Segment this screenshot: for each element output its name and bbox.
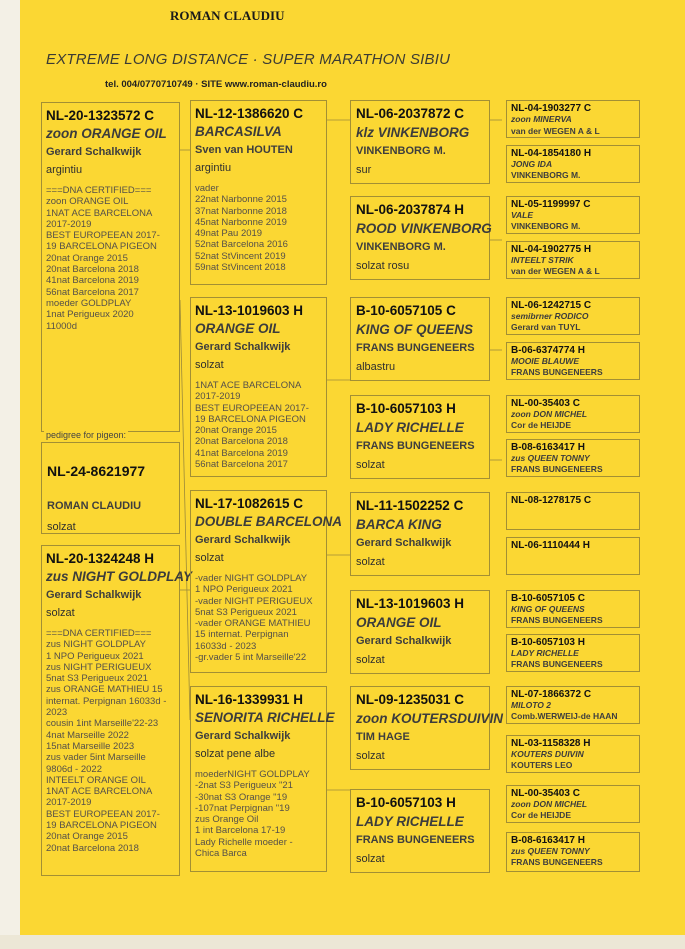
ggp-breeder: FRANS BUNGENEERS	[356, 440, 475, 452]
ggp-ring: B-10-6057103 H	[356, 795, 456, 810]
ggp-ring: NL-11-1502252 C	[356, 498, 464, 513]
ggp-breeder: TIM HAGE	[356, 731, 410, 743]
grandparent-box	[190, 686, 335, 872]
note-line: -gr.vader 5 int Marseille'22	[195, 652, 307, 664]
g4-name: VALE	[511, 210, 534, 220]
ggp-breeder: FRANS BUNGENEERS	[356, 342, 475, 354]
subject-owner: ROMAN CLAUDIU	[47, 500, 142, 512]
note-line: 19 BARCELONA PIGEON	[46, 241, 157, 253]
g4-name: LADY RICHELLE	[511, 648, 579, 658]
gp-breeder: Gerard Schalkwijk	[195, 341, 291, 353]
gp-ring: NL-17-1082615 C	[195, 496, 304, 511]
note-line: 4nat Marseille 2022	[46, 729, 129, 741]
grandparent-box	[190, 490, 342, 673]
g4-name: zus QUEEN TONNY	[511, 846, 590, 856]
g4-ring: B-10-6057103 H	[511, 637, 585, 648]
g4-breeder: FRANS BUNGENEERS	[511, 367, 603, 377]
note-line: internat. Perpignan 16033d -	[46, 695, 167, 707]
gen4-box	[506, 395, 640, 433]
note-line: -107nat Perpignan "19	[195, 802, 290, 814]
g4-ring: NL-00-35403 C	[511, 398, 580, 409]
g4-breeder: FRANS BUNGENEERS	[511, 857, 603, 867]
gp-notes	[195, 573, 313, 663]
g4-breeder: Gerard van TUYL	[511, 322, 581, 332]
g4-ring: NL-07-1866372 C	[511, 689, 592, 700]
kennel-name: ROMAN CLAUDIU	[170, 8, 285, 23]
ggp-ring: NL-06-2037872 C	[356, 106, 465, 121]
gp-ring: NL-13-1019603 H	[195, 303, 304, 318]
subject-color: solzat	[47, 521, 76, 533]
note-line: 2017-2019	[195, 391, 241, 403]
note-line: 1nat Perigueux 2020	[46, 309, 134, 321]
note-line: -vader ORANGE MATHIEU	[195, 618, 311, 630]
ggp-color: solzat	[356, 556, 385, 568]
ggp-ring: NL-09-1235031 C	[356, 692, 465, 707]
gp-notes	[195, 769, 310, 859]
ggp-ring: NL-06-2037874 H	[356, 202, 465, 217]
gp-ring: NL-12-1386620 C	[195, 106, 304, 121]
note-line: 41nat Barcelona 2019	[195, 447, 288, 459]
gen4-box	[506, 832, 640, 872]
note-line: Lady Richelle moeder -	[195, 836, 293, 848]
sire-name: zoon ORANGE OIL	[46, 126, 167, 141]
gp-breeder: Gerard Schalkwijk	[195, 534, 291, 546]
note-line: zoon ORANGE OIL	[46, 196, 129, 208]
g4-ring: B-08-6163417 H	[511, 442, 585, 453]
g4-ring: NL-03-1158328 H	[511, 738, 591, 749]
gp-name: SENORITA RICHELLE	[195, 710, 335, 725]
g4-name: zoon DON MICHEL	[511, 799, 588, 809]
note-line: 52nat Barcelona 2016	[195, 239, 288, 251]
gp-color: solzat pene albe	[195, 748, 276, 760]
note-line: vader	[195, 183, 219, 194]
ggp-color: sur	[356, 164, 372, 176]
gp-breeder: Sven van HOUTEN	[195, 144, 293, 156]
note-line: 5nat S3 Perigueux 2021	[195, 606, 297, 618]
note-line: 45nat Narbonne 2019	[195, 216, 287, 228]
g4-ring: B-08-6163417 H	[511, 835, 585, 846]
g4-ring: NL-06-1242715 C	[511, 300, 592, 311]
g4-name: zoon DON MICHEL	[511, 409, 588, 419]
note-line: zus Orange Oil	[195, 814, 259, 826]
sire-color: argintiu	[46, 164, 83, 176]
note-line: 20nat Orange 2015	[46, 252, 128, 264]
note-line: 52nat StVincent 2019	[195, 250, 286, 262]
g4-breeder: KOUTERS LEO	[511, 760, 573, 770]
great-grandparent-box	[350, 492, 490, 576]
note-line: 19 BARCELONA PIGEON	[46, 820, 157, 832]
note-line: zus NIGHT GOLDPLAY	[46, 639, 146, 651]
ggp-name: ROOD VINKENBORG	[356, 221, 492, 236]
ggp-ring: NL-13-1019603 H	[356, 596, 465, 611]
g4-breeder: Cor de HEIJDE	[511, 420, 571, 430]
gen4-box	[506, 492, 640, 530]
ggp-name: zoon KOUTERSDUIVIN	[356, 711, 503, 726]
note-line: 1 int Barcelona 17-19	[195, 825, 286, 837]
ggp-name: LADY RICHELLE	[356, 814, 464, 829]
gen4-box	[506, 537, 640, 575]
note-line: 56nat Barcelona 2017	[46, 286, 139, 298]
g4-breeder: van der WEGEN A & L	[511, 266, 600, 276]
g4-breeder: Cor de HEIJDE	[511, 810, 571, 820]
note-line: 11000d	[46, 320, 77, 332]
note-line: 49nat Pau 2019	[195, 228, 263, 240]
note-line: zus ORANGE MATHIEU 15	[46, 684, 163, 696]
note-line: 37nat Narbonne 2018	[195, 205, 287, 217]
ggp-color: solzat	[356, 750, 385, 762]
note-line: INTEELT ORANGE OIL	[46, 774, 146, 786]
gen4-box	[506, 785, 640, 823]
ggp-color: solzat	[356, 853, 385, 865]
note-line: moeder GOLDPLAY	[46, 297, 132, 309]
g4-name: zoon MINERVA	[511, 114, 572, 124]
note-line: 20nat Orange 2015	[46, 831, 128, 843]
ggp-breeder: VINKENBORG M.	[356, 241, 446, 253]
note-line: cousin 1int Marseille'22-23	[46, 718, 159, 730]
note-line: ===DNA CERTIFIED===	[46, 628, 152, 639]
great-grandparent-box	[350, 196, 490, 280]
ggp-color: albastru	[356, 361, 396, 373]
contact-line: tel. 004/0770710749 · SITE www.roman-claudiu.ro	[105, 79, 327, 90]
g4-ring: NL-00-35403 C	[511, 788, 580, 799]
g4-name: INTEELT STRIK	[511, 255, 574, 265]
pedigree-label: pedigree for pigeon:	[46, 430, 127, 440]
note-line: 2017-2019	[46, 797, 92, 809]
note-line: 1NAT ACE BARCELONA	[195, 380, 302, 391]
dam-color: solzat	[46, 607, 75, 619]
note-line: 15nat Marseille 2023	[46, 740, 135, 752]
gp-name: DOUBLE BARCELONA	[195, 514, 342, 529]
gen4-box	[506, 686, 640, 724]
sire-ring: NL-20-1323572 C	[46, 108, 155, 123]
ggp-color: solzat rosu	[356, 260, 410, 272]
ggp-name: BARCA KING	[356, 517, 442, 532]
ggp-name: klz VINKENBORG	[356, 125, 470, 140]
g4-breeder: van der WEGEN A & L	[511, 126, 600, 136]
grandparent-box	[190, 100, 327, 285]
g4-breeder: Comb.WERWEIJ-de HAAN	[511, 711, 618, 721]
gen4-box	[506, 439, 640, 477]
note-line: 20nat Barcelona 2018	[46, 842, 139, 854]
gen4-box	[506, 297, 640, 335]
ggp-breeder: Gerard Schalkwijk	[356, 635, 452, 647]
sire-notes	[46, 185, 160, 332]
gp-color: solzat	[195, 552, 224, 564]
gp-color: solzat	[195, 359, 224, 371]
subject-ring: NL-24-8621977	[47, 463, 146, 479]
sire-breeder: Gerard Schalkwijk	[46, 146, 142, 158]
great-grandparent-box	[350, 395, 490, 479]
gen4-box	[506, 342, 640, 380]
gen4-box	[506, 634, 640, 672]
note-line: moederNIGHT GOLDPLAY	[195, 769, 310, 780]
great-grandparent-box	[350, 297, 490, 381]
note-line: -30nat S3 Orange "19	[195, 791, 288, 803]
note-line: 56nat Barcelona 2017	[195, 459, 288, 471]
note-line: 20nat Barcelona 2018	[195, 436, 288, 448]
note-line: 1 NPO Perigueux 2021	[46, 650, 144, 662]
g4-name: MOOIE BLAUWE	[511, 356, 579, 366]
g4-ring: B-06-6374774 H	[511, 345, 585, 356]
g4-breeder: FRANS BUNGENEERS	[511, 659, 603, 669]
g4-ring: B-10-6057105 C	[511, 593, 585, 604]
gen4-box	[506, 196, 640, 234]
g4-breeder: FRANS BUNGENEERS	[511, 615, 603, 625]
ggp-name: LADY RICHELLE	[356, 420, 464, 435]
dam-breeder: Gerard Schalkwijk	[46, 589, 142, 601]
ggp-name: KING OF QUEENS	[356, 322, 474, 337]
subject-pigeon-box	[41, 442, 180, 534]
gp-color: argintiu	[195, 162, 232, 174]
g4-name: zus QUEEN TONNY	[511, 453, 590, 463]
g4-ring: NL-04-1854180 H	[511, 148, 592, 159]
note-line: 59nat StVincent 2018	[195, 262, 286, 274]
dam-ring: NL-20-1324248 H	[46, 551, 155, 566]
great-grandparent-box	[350, 686, 503, 770]
note-line: zus vader 5int Marseille	[46, 752, 146, 764]
g4-breeder: VINKENBORG M.	[511, 170, 581, 180]
note-line: 1 NPO Perigueux 2021	[195, 584, 293, 596]
gp-breeder: Gerard Schalkwijk	[195, 730, 291, 742]
gen4-box	[506, 241, 640, 279]
note-line: 22nat Narbonne 2015	[195, 194, 287, 206]
gen4-box	[506, 590, 640, 628]
gen4-box	[506, 145, 640, 183]
g4-breeder: FRANS BUNGENEERS	[511, 464, 603, 474]
note-line: BEST EUROPEEAN 2017-	[46, 808, 160, 820]
note-line: -2nat S3 Perigueux "21	[195, 780, 293, 792]
great-grandparent-box	[350, 590, 490, 674]
g4-ring: NL-04-1903277 C	[511, 103, 592, 114]
ggp-ring: B-10-6057105 C	[356, 303, 456, 318]
g4-name: JONG IDA	[511, 159, 553, 169]
gp-name: BARCASILVA	[195, 124, 282, 139]
g4-breeder: VINKENBORG M.	[511, 221, 581, 231]
note-line: 1NAT ACE BARCELONA	[46, 207, 153, 219]
note-line: 20nat Orange 2015	[195, 425, 277, 437]
gen4-box	[506, 100, 640, 138]
note-line: BEST EUROPEEAN 2017-	[46, 230, 160, 242]
sire-box	[41, 102, 180, 432]
gp-name: ORANGE OIL	[195, 321, 281, 336]
ggp-ring: B-10-6057103 H	[356, 401, 456, 416]
g4-ring: NL-08-1278175 C	[511, 495, 592, 506]
note-line: 19 BARCELONA PIGEON	[195, 413, 306, 425]
g4-name: semibrner RODICO	[511, 311, 589, 321]
note-line: 20nat Barcelona 2018	[46, 264, 139, 276]
great-grandparent-box	[350, 100, 490, 184]
note-line: 1NAT ACE BARCELONA	[46, 786, 153, 798]
note-line: ===DNA CERTIFIED===	[46, 185, 152, 196]
note-line: 16033d - 2023	[195, 640, 257, 652]
gen4-box	[506, 735, 640, 773]
note-line: 5nat S3 Perigueux 2021	[46, 673, 148, 685]
ggp-name: ORANGE OIL	[356, 615, 442, 630]
g4-name: MILOTO 2	[511, 700, 551, 710]
note-line: Chica Barca	[195, 848, 247, 860]
great-grandparent-box	[350, 789, 490, 873]
note-line: 9806d - 2022	[46, 763, 102, 775]
g4-ring: NL-04-1902775 H	[511, 244, 592, 255]
g4-name: KING OF QUEENS	[511, 604, 585, 614]
grandparent-box	[190, 297, 327, 477]
note-line: 41nat Barcelona 2019	[46, 275, 139, 287]
note-line: 15 internat. Perpignan	[195, 629, 289, 641]
note-line: -vader NIGHT PERIGUEUX	[195, 595, 313, 607]
dam-notes	[46, 628, 166, 854]
ggp-breeder: VINKENBORG M.	[356, 145, 446, 157]
gp-notes	[195, 380, 309, 470]
ggp-color: solzat	[356, 459, 385, 471]
g4-name: KOUTERS DUIVIN	[511, 749, 584, 759]
dam-box	[41, 545, 193, 876]
g4-ring: NL-06-1110444 H	[511, 540, 590, 551]
note-line: zus NIGHT PERIGUEUX	[46, 661, 152, 673]
ggp-color: solzat	[356, 654, 385, 666]
gp-ring: NL-16-1339931 H	[195, 692, 304, 707]
note-line: 2023	[46, 707, 68, 719]
dam-name: zus NIGHT GOLDPLAY	[46, 569, 193, 584]
subtitle: EXTREME LONG DISTANCE · SUPER MARATHON SIBIU	[46, 51, 451, 68]
g4-ring: NL-05-1199997 C	[511, 199, 591, 210]
gp-notes	[195, 183, 288, 273]
ggp-breeder: Gerard Schalkwijk	[356, 537, 452, 549]
ggp-breeder: FRANS BUNGENEERS	[356, 834, 475, 846]
note-line: -vader NIGHT GOLDPLAY	[195, 573, 308, 584]
note-line: BEST EUROPEEAN 2017-	[195, 402, 309, 414]
note-line: 2017-2019	[46, 218, 92, 230]
